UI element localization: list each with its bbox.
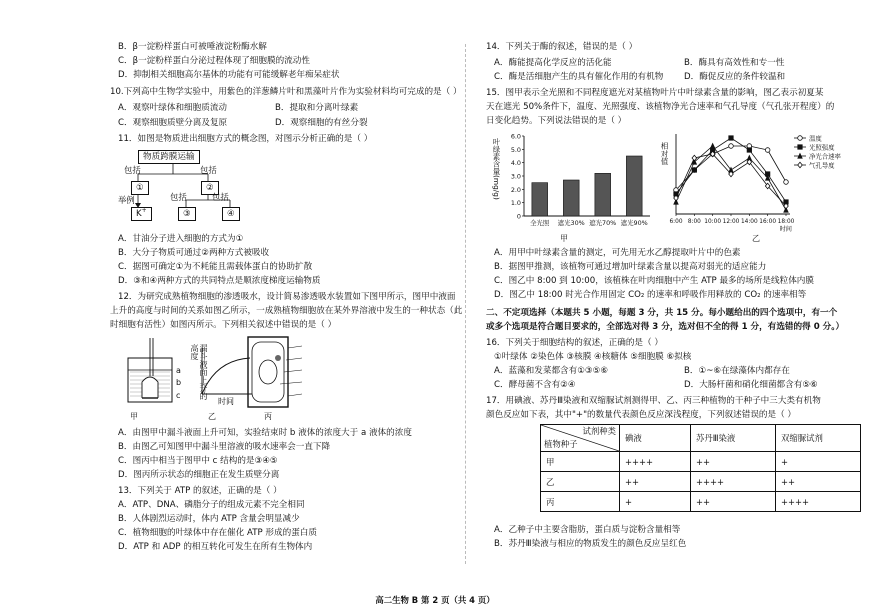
legend-marker xyxy=(798,136,803,141)
q16-items: ①叶绿体 ②染色体 ③核膜 ④核糖体 ⑤细胞膜 ⑥拟核 xyxy=(494,352,692,362)
bar-category-label: 遮光70% xyxy=(589,219,617,227)
q11-include-left-label: 包括 xyxy=(124,165,141,175)
page-footer: 高二生物 B 第 2 页（共 4 页） xyxy=(375,595,495,605)
q14-title: 14．下列关于酶的叙述，错误的是（ ） xyxy=(486,42,638,52)
q17-reagent-table xyxy=(540,424,861,512)
q12-option-b: B．由图乙可知图甲中漏斗里溶液的吸水速率会一直下降 xyxy=(118,442,331,452)
q16-title: 16．下列关于细胞结构的叙述，正确的是（ ） xyxy=(486,338,663,348)
bar-1 xyxy=(532,183,548,216)
line-point xyxy=(729,144,734,149)
legend-marker xyxy=(798,145,803,150)
q11-node-4: ④ xyxy=(222,207,240,221)
q15-line-ylabel: 相对值 xyxy=(660,142,669,165)
line-point xyxy=(784,180,789,185)
q14-option-b: B．酶具有高效性和专一性 xyxy=(684,58,785,68)
prev-option-c: C．β一淀粉样蛋白分泌过程体现了细胞膜的流动性 xyxy=(118,56,310,66)
table-corner-cell xyxy=(541,425,620,452)
q11-option-c: C．据图可确定①为不耗能且需载体蛋白的协助扩散 xyxy=(118,262,313,272)
legend-label: 温度 xyxy=(809,134,822,143)
q13-option-d: D．ATP 和 ADP 的相互转化可发生在所有生物体内 xyxy=(118,542,313,552)
bar-y-tick-label: 1.0 xyxy=(510,199,521,208)
table-header-cell: 苏丹Ⅲ染液 xyxy=(691,425,776,452)
table-cell: ++ xyxy=(691,492,776,512)
prev-option-b: B．β一淀粉样蛋白可被唾液淀粉酶水解 xyxy=(118,42,267,52)
q10-option-d: D．观察细胞的有丝分裂 xyxy=(275,118,368,128)
q15-title-line-3: 日变化趋势。下列说法错误的是（ ） xyxy=(486,116,627,126)
q15-caption-a: 甲 xyxy=(560,234,568,243)
bar-y-tick-label: 4.0 xyxy=(510,159,521,168)
q16-option-b: B．①~⑥在绿藻体内都存在 xyxy=(684,366,790,376)
bar-y-tick-label: 0 xyxy=(516,212,521,221)
q15-option-a: A．用甲中叶绿素含量的测定，可先用无水乙醇提取叶片中的色素 xyxy=(494,248,741,258)
legend-marker xyxy=(798,162,803,167)
q11-example-label: 举例 xyxy=(118,195,135,205)
line-x-tick-label: 16:00 xyxy=(759,219,777,225)
q11-node-2: ② xyxy=(201,181,219,195)
q15-bar-chart xyxy=(502,130,654,236)
table-row xyxy=(541,492,861,512)
q16-option-a: A．蓝藻和发菜都含有①③⑤⑥ xyxy=(494,366,609,376)
bar-3 xyxy=(595,173,611,216)
table-cell: + xyxy=(620,492,691,512)
table-corner-top: 试剂种类 xyxy=(582,426,616,436)
q17-option-b: B．苏丹Ⅲ染液与相应的物质发生的颜色反应呈红色 xyxy=(494,539,687,549)
q11-option-b: B．大分子物质可通过②两种方式被吸收 xyxy=(118,248,270,258)
q12-mark-a: a xyxy=(176,366,181,375)
bar-2 xyxy=(563,180,579,216)
q17-option-a: A．乙种子中主要含脂肪，蛋白质与淀粉含量相等 xyxy=(494,525,681,535)
q12-curve-xlabel: 时间 xyxy=(218,397,234,406)
line-point xyxy=(692,168,697,173)
q11-option-d: D．③和④两种方式的共同特点是顺浓度梯度运输物质 xyxy=(118,276,321,286)
section-2-title-line-1: 二、不定项选择（本题共 5 小题，每题 3 分，共 15 分。每小题给出的四个选项中，有一个 xyxy=(486,308,838,318)
table-cell: + xyxy=(776,452,861,472)
q12-option-a: A．由图甲中漏斗液面上升可知，实验结束时 b 液体的浓度大于 a 液体的浓度 xyxy=(118,428,412,438)
line-x-axis-label: 时间 xyxy=(779,226,792,233)
line-series-3 xyxy=(674,143,789,212)
section-2-title-line-2: 或多个选项是符合题目要求的，全部选对得 3 分，选对但不全的得 1 分，有选错的得 0 分。） xyxy=(486,322,845,332)
bar-4 xyxy=(626,156,642,216)
q15-option-c: C．图乙中 8:00 到 10:00，该植株在叶肉细胞中产生 ATP 最多的场所是线粒体内膜 xyxy=(494,276,814,286)
table-header-cell: 碘液 xyxy=(620,425,691,452)
line-x-tick-label: 8:00 xyxy=(687,219,701,225)
q12-caption-b: 乙 xyxy=(208,412,216,421)
q13-option-b: B．人体剧烈运动时，体内 ATP 含量会明显减少 xyxy=(118,514,300,524)
line-point xyxy=(692,155,697,160)
q16-option-d: D．大肠杆菌和硝化细菌都含有⑤⑥ xyxy=(684,380,818,390)
q14-option-a: A．酶能提高化学反应的活化能 xyxy=(494,58,612,68)
line-series-path xyxy=(676,146,786,210)
table-row-label: 丙 xyxy=(541,492,620,512)
table-cell: ++ xyxy=(620,472,691,492)
q10-option-c: C．观察细胞质壁分离及复原 xyxy=(118,118,228,128)
table-row xyxy=(541,452,861,472)
q12-caption-c: 丙 xyxy=(264,412,272,421)
q11-ion-charge: + xyxy=(141,207,147,215)
q12-title-line-1: 12．为研究成熟植物细胞的渗透吸水，设计简易渗透吸水装置如下图甲所示，图甲中液面 xyxy=(118,292,456,302)
table-row xyxy=(541,472,861,492)
q12-curve-ylabel: 漏斗液面上升的高度 xyxy=(190,344,208,400)
table-cell: ++++ xyxy=(691,472,776,492)
table-cell: ++++ xyxy=(620,452,691,472)
q10-option-b: B．提取和分离叶绿素 xyxy=(275,103,359,113)
legend-label: 气孔导度 xyxy=(809,161,835,170)
line-point xyxy=(765,148,770,153)
q10-option-a: A．观察叶绿体和细胞质流动 xyxy=(118,103,228,113)
q11-include-sub-left-label: 包括 xyxy=(170,192,187,202)
q11-include-right-label: 包括 xyxy=(200,165,217,175)
bar-category-label: 遮光90% xyxy=(620,219,648,227)
table-header-cell: 双缩脲试剂 xyxy=(776,425,861,452)
q10-title: 10.下列高中生物学实验中，用紫色的洋葱鳞片叶和黑藻叶片作为实验材料均可完成的是（ ） xyxy=(110,87,462,97)
line-point xyxy=(747,148,752,153)
q15-option-d: D．图乙中 18:00 时光合作用固定 CO₂ 的速率和呼吸作用释放的 CO₂ 的速率相等 xyxy=(494,290,807,300)
q15-line-chart xyxy=(668,128,848,236)
bar-y-tick-label: 6.0 xyxy=(510,132,521,141)
table-row-label: 甲 xyxy=(541,452,620,472)
bar-category-label: 遮光30% xyxy=(557,219,585,227)
q17-title-line-1: 17．用碘液、苏丹Ⅲ染液和双缩脲试剂测得甲、乙、丙三种植物的干种子中三大类有机物 xyxy=(486,396,821,406)
q12-option-c: C．图丙中相当于图甲中 c 结构的是③④⑤ xyxy=(118,456,278,466)
bar-y-tick-label: 2.0 xyxy=(510,185,521,194)
q14-option-c: C．酶是活细胞产生的具有催化作用的有机物 xyxy=(494,72,664,82)
q15-title-line-1: 15．图甲表示全光照和不同程度遮光对某植物叶片中叶绿素含量的影响，图乙表示初夏某 xyxy=(486,88,824,98)
q12-caption-a: 甲 xyxy=(130,412,138,421)
line-x-tick-label: 18:00 xyxy=(777,219,795,225)
q11-option-a: A．甘油分子进入细胞的方式为① xyxy=(118,234,244,244)
table-corner-bottom: 植物种子 xyxy=(544,439,578,449)
table-cell: ++++ xyxy=(776,492,861,512)
line-x-tick-label: 6:00 xyxy=(669,219,683,225)
legend-label: 净光合速率 xyxy=(809,152,841,161)
table-row-label: 乙 xyxy=(541,472,620,492)
q13-title: 13．下列关于 ATP 的叙述，正确的是（ ） xyxy=(118,486,282,496)
q11-title: 11．如图是物质进出细胞方式的概念图，对图示分析正确的是（ ） xyxy=(118,134,373,144)
q15-bar-ylabel: 叶绿素含量(mg/g) xyxy=(492,138,501,200)
line-x-tick-label: 10:00 xyxy=(704,219,722,225)
line-series-4 xyxy=(674,151,789,208)
legend-label: 光照强度 xyxy=(809,143,835,152)
q15-title-line-2: 天在遮光 50%条件下，温度、光照强度、该植物净光合速率和气孔导度（气孔张开程度）的 xyxy=(486,102,835,112)
line-point xyxy=(729,136,734,141)
q14-option-d: D．酶促反应的条件较温和 xyxy=(684,72,786,82)
line-x-tick-label: 12:00 xyxy=(722,219,740,225)
q13-option-a: A．ATP、DNA、磷脂分子的组成元素不完全相同 xyxy=(118,500,305,510)
q15-caption-b: 乙 xyxy=(752,234,760,243)
table-cell: ++ xyxy=(691,452,776,472)
q16-option-c: C．酵母菌不含有②④ xyxy=(494,380,576,390)
q15-option-b: B．据图甲推测，该植物可通过增加叶绿素含量以提高对弱光的适应能力 xyxy=(494,262,767,272)
q12-option-d: D．图丙所示状态的细胞正在发生质壁分离 xyxy=(118,470,280,480)
bar-y-tick-label: 5.0 xyxy=(510,145,521,154)
q12-title-line-3: 时细胞有活性）如图丙所示。下列相关叙述中错误的是（ ） xyxy=(110,320,337,330)
line-point xyxy=(710,143,715,148)
q12-plant-cell-diagram xyxy=(244,334,306,410)
prev-option-d: D．抑制相关细胞高尔基体的功能有可能缓解老年痴呆症状 xyxy=(118,70,340,80)
q17-title-line-2: 颜色反应如下表，其中"+"的数量代表颜色反应深浅程度，下列叙述错误的是（ ） xyxy=(486,410,797,420)
q11-ion-box xyxy=(131,207,152,221)
q11-root-box: 物质跨膜运输 xyxy=(138,150,200,164)
bar-category-label: 全光照 xyxy=(530,219,550,227)
q11-ion: K xyxy=(136,209,142,219)
bar-y-tick-label: 3.0 xyxy=(510,172,521,181)
line-x-tick-label: 14:00 xyxy=(740,219,758,225)
q12-mark-c: c xyxy=(176,391,181,400)
q13-option-c: C．植物细胞的叶绿体中存在催化 ATP 形成的蛋白质 xyxy=(118,528,317,538)
table-cell: ++ xyxy=(776,472,861,492)
table-header-row xyxy=(541,425,861,452)
q12-title-line-2: 上升的高度与时间的关系如图乙所示，一成熟植物细胞放在某外界溶液中发生的一种状态（此 xyxy=(110,306,463,316)
q11-include-sub-right-label: 包括 xyxy=(212,192,229,202)
q11-node-1: ① xyxy=(131,181,149,195)
q11-node-3: ③ xyxy=(178,207,196,221)
q12-mark-b: b xyxy=(176,378,182,387)
column-separator xyxy=(465,44,466,564)
